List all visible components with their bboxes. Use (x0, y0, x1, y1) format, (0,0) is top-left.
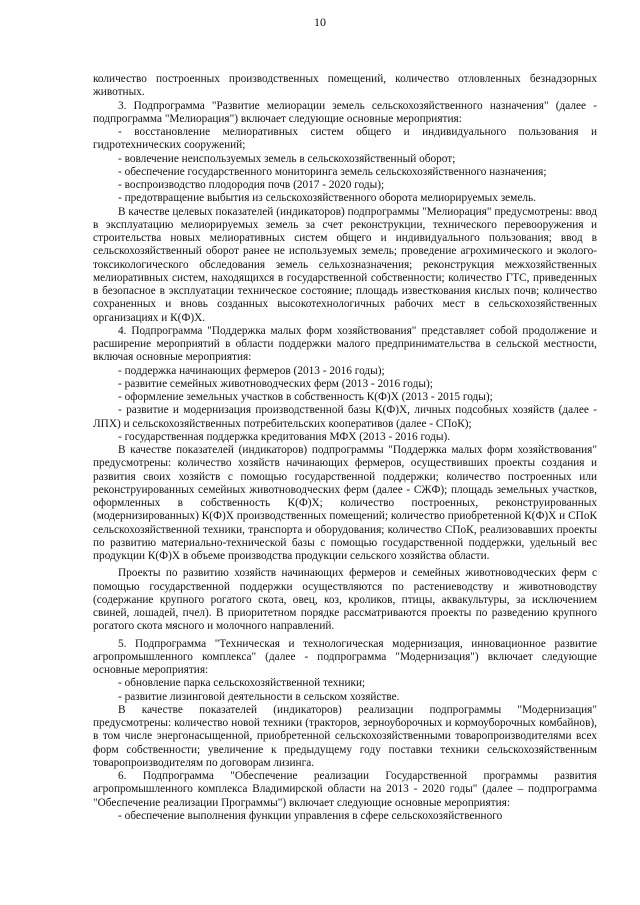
paragraph: В качестве целевых показателей (индикаторов) подпрограммы "Мелиорация" предусмотрены: ввод в эксплуатацию мелиорируемых земель за счет реконструкции, технического перевооружения и строительства новых мелиоративных систем общего и индивидуального пользования; ввод в сельскохозяйственный оборот ранее не используемых земель; проведение агрохимического и эколого-токсикологического обследования земель сельхозназначения; реконструкция межхозяйственных мелиоративных систем, находящихся в государственной собственности; количество ГТС, приведенных в безопасное в эксплуатации техническое состояние; площадь известкования кислых почв; количество сохраненных и вновь созданных высокотехнологичных рабочих мест в сельскохозяйственных организациях и К(Ф)Х. (93, 205, 597, 324)
paragraph: - вовлечение неиспользуемых земель в сельскохозяйственный оборот; (118, 152, 456, 165)
paragraph: - государственная поддержка кредитования МФХ (2013 - 2016 годы). (118, 430, 451, 443)
paragraph: 4. Подпрограмма "Поддержка малых форм хозяйствования" представляет собой продолжение и расширение мероприятий в области поддержки малого предпринимательства в сельской местности, включая основные мероприятия: (93, 324, 597, 364)
page-number: 10 (314, 15, 326, 29)
paragraph: - обеспечение государственного мониторинга земель сельскохозяйственного назначения; (118, 165, 547, 178)
paragraph: 3. Подпрограмма "Развитие мелиорации земель сельскохозяйственного назначения" (далее - подпрограмма "Мелиорация") включает следующие основные мероприятия: (93, 99, 597, 125)
paragraph: 5. Подпрограмма "Техническая и технологическая модернизация, инновационное развитие агропромышленного комплекса" (далее - подпрограмма "Модернизация") включает следующие основные мероприятия: (93, 637, 597, 676)
paragraph: - восстановление мелиоративных систем общего и индивидуального пользования и гидротехнических сооружений; (93, 126, 597, 152)
paragraph: - развитие и модернизация производственной базы К(Ф)Х, личных подсобных хозяйств (далее - ЛПХ) и сельскохозяйственных потребительских кооперативов (далее - СПоК); (93, 404, 597, 430)
paragraph: - обеспечение выполнения функции управления в сфере сельскохозяйственного (118, 809, 503, 822)
paragraph: 6. Подпрограмма "Обеспечение реализации Государственной программы развития агропромышленного комплекса Владимирской области на 2013 - 2020 годы" (далее – подпрограмма "Обеспечение реализации Программы") включает следующие основные мероприятия: (93, 770, 597, 809)
paragraph: - предотвращение выбытия из сельскохозяйственного оборота мелиорируемых земель. (118, 192, 536, 205)
paragraph: - воспроизводство плодородия почв (2017 - 2020 годы); (118, 179, 385, 191)
paragraph: Проекты по развитию хозяйств начинающих фермеров и семейных животноводческих ферм с помощью государственной поддержки осуществляются по растениеводству и животноводству (содержание крупного рогатого скота, овец, коз, кроликов, птицы, аквакультуры, за исключением свиней, лошадей, пчел). В приоритетном порядке рассматриваются проекты по разведению крупного рогатого скота мясного и молочного направлений. (93, 567, 597, 633)
paragraph: В качестве показателей (индикаторов) реализации подпрограммы "Модернизация" предусмотрены: количество новой техники (тракторов, зерноуборочных и кормоуборочных комбайнов), в том числе энергонасыщенной, приобретенной сельскохозяйственными товаропроизводителями всех форм собственности; увеличение к предыдущему году поставки техники сельскохозяйственным товаропроизводителям по договорам лизинга. (93, 703, 597, 769)
document-body (93, 73, 597, 823)
paragraph: - поддержка начинающих фермеров (2013 - 2016 годы); (118, 364, 385, 377)
paragraph: - оформление земельных участков в собственность К(Ф)Х (2013 - 2015 годы); (118, 391, 493, 403)
paragraph: - обновление парка сельскохозяйственной техники; (118, 677, 366, 690)
paragraph: количество построенных производственных помещений, количество отловленных безнадзорных животных. (93, 73, 597, 99)
paragraph: - развитие лизинговой деятельности в сельском хозяйстве. (118, 690, 400, 703)
paragraph: - развитие семейных животноводческих ферм (2013 - 2016 годы); (118, 377, 433, 390)
paragraph: В качестве показателей (индикаторов) подпрограммы "Поддержка малых форм хозяйствования" предусмотрены: количество хозяйств начинающих фермеров, осуществивших проекты создания и развития своих хозяйств с помощью государственной поддержки; количество построенных или реконструированных семейных животноводческих ферм (далее - СЖФ); площадь земельных участков, оформленных в собственность К(Ф)Х; количество построенных, реконструированных (модернизированных) К(Ф)Х производственных помещений; количество приобретенной К(Ф)Х и СПоК сельскохозяйственной техники, транспорта и оборудования; количество СПоК, реализовавших проекты по развитию материально-технической базы с помощью государственной поддержки, удельный вес продукции К(Ф)Х в объеме производства продукции сельского хозяйства области. (93, 444, 597, 562)
